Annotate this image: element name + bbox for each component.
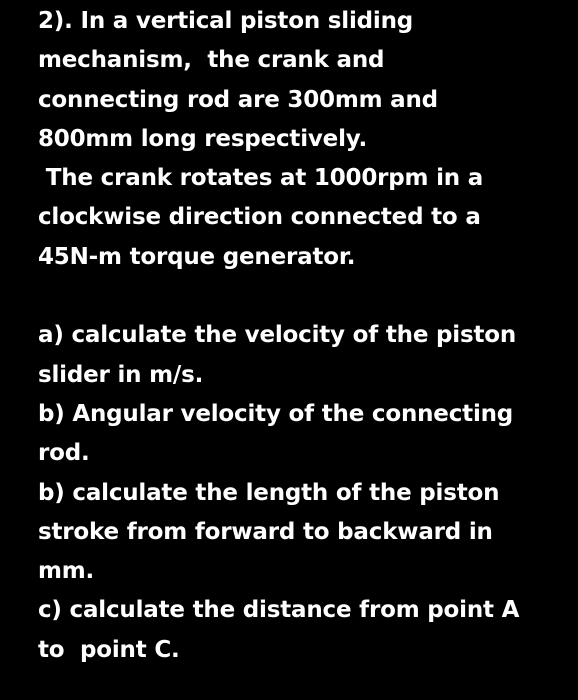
intro-line: 45N-m torque generator. (38, 243, 356, 270)
part-line: c) calculate the distance from point A (38, 597, 520, 624)
intro-line: 800mm long respectively. (38, 125, 367, 152)
intro-line: 2). In a vertical piston sliding (38, 8, 414, 34)
part-line: stroke from forward to backward in (38, 518, 493, 545)
part-line: to point C. (38, 636, 180, 663)
intro-line: mechanism, the crank and (38, 47, 385, 74)
intro-line: connecting rod are 300mm and (38, 86, 438, 113)
part-line: b) Angular velocity of the connecting (38, 400, 514, 427)
part-line: a) calculate the velocity of the piston (38, 322, 517, 349)
part-line: b) calculate the length of the piston (38, 479, 500, 506)
question-text (38, 2, 568, 670)
part-line: slider in m/s. (38, 361, 204, 388)
paragraph-gap (38, 277, 568, 316)
intro-line: The crank rotates at 1000rpm in a (38, 165, 484, 192)
part-line: rod. (38, 440, 90, 467)
part-line: mm. (38, 558, 95, 585)
intro-line: clockwise direction connected to a (38, 204, 481, 231)
